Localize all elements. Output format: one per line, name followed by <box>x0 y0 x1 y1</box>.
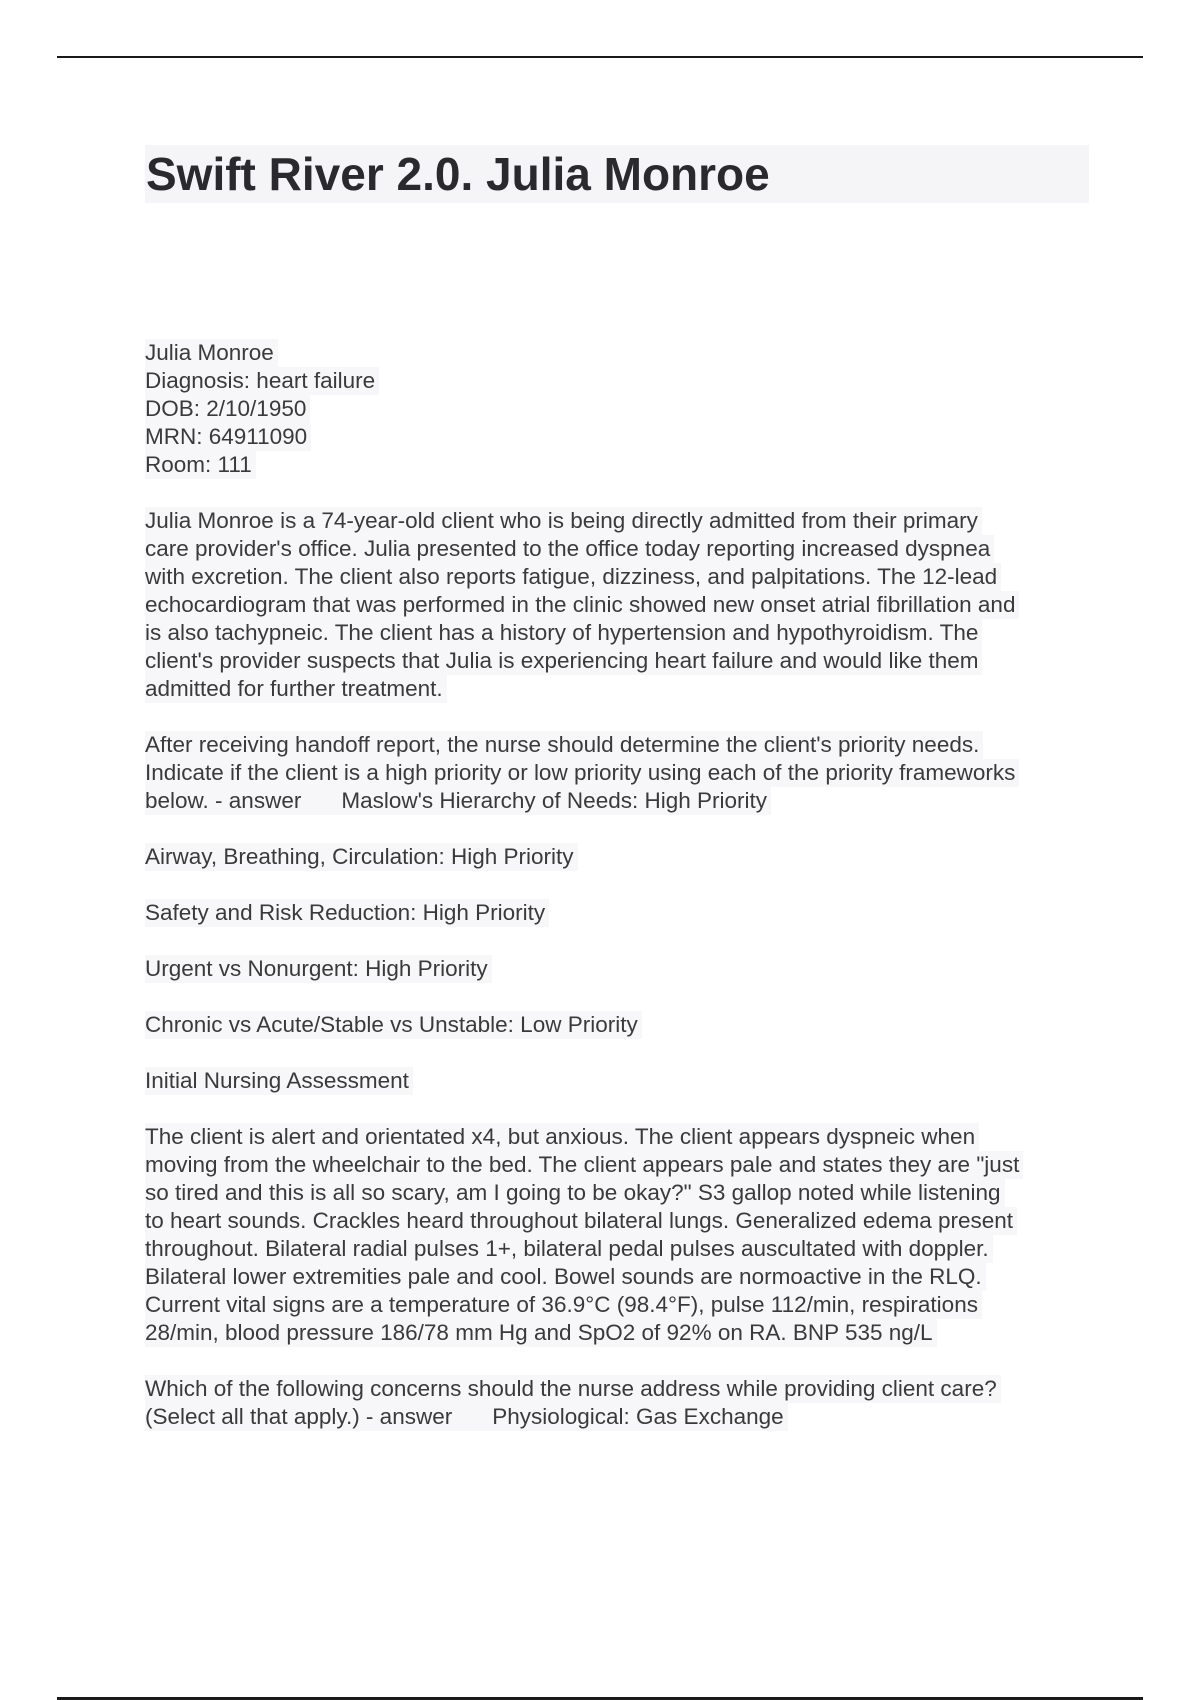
question-2 <box>145 1375 1095 1431</box>
priority-item-text: Chronic vs Acute/Stable vs Unstable: Low Priority <box>145 1011 642 1039</box>
question-1-answer-line <box>145 787 771 815</box>
question-2-prefix: (Select all that apply.) - answer <box>145 1404 453 1429</box>
page-title: Swift River 2.0. Julia Monroe <box>145 145 1089 203</box>
priority-item-text: Urgent vs Nonurgent: High Priority <box>145 955 492 983</box>
assessment-line: 28/min, blood pressure 186/78 mm Hg and SpO2 of 92% on RA. BNP 535 ng/L <box>145 1319 937 1347</box>
scenario-line: echocardiogram that was performed in the clinic showed new onset atrial fibrillation and <box>145 591 1019 619</box>
assessment-line: so tired and this is all so scary, am I going to be okay?" S3 gallop noted while listening <box>145 1179 1005 1207</box>
scenario-line: with excretion. The client also reports fatigue, dizziness, and palpitations. The 12-lead <box>145 563 1001 591</box>
patient-room: Room: 111 <box>145 451 256 479</box>
priority-item-text: Airway, Breathing, Circulation: High Priority <box>145 843 578 871</box>
priority-item <box>145 1011 1095 1039</box>
priority-item <box>145 843 1095 871</box>
assessment-line: throughout. Bilateral radial pulses 1+, bilateral pedal pulses auscultated with doppler. <box>145 1235 993 1263</box>
priority-item <box>145 955 1095 983</box>
assessment-paragraph <box>145 1123 1095 1347</box>
document-body <box>145 339 1095 1459</box>
top-rule <box>57 56 1143 58</box>
question-2-answer-line <box>145 1403 788 1431</box>
question-1 <box>145 731 1095 815</box>
scenario-line: client's provider suspects that Julia is experiencing heart failure and would like them <box>145 647 982 675</box>
scenario-line: admitted for further treatment. <box>145 675 447 703</box>
patient-mrn: MRN: 64911090 <box>145 423 311 451</box>
scenario-paragraph <box>145 507 1095 703</box>
priority-item-text: Safety and Risk Reduction: High Priority <box>145 899 549 927</box>
assessment-line: to heart sounds. Crackles heard throughout bilateral lungs. Generalized edema present <box>145 1207 1017 1235</box>
priority-item <box>145 899 1095 927</box>
scenario-line: Julia Monroe is a 74-year-old client who is being directly admitted from their primary <box>145 507 982 535</box>
assessment-line: The client is alert and orientated x4, but anxious. The client appears dyspneic when <box>145 1123 979 1151</box>
scenario-line: care provider's office. Julia presented to the office today reporting increased dyspnea <box>145 535 994 563</box>
question-2-answer: Physiological: Gas Exchange <box>492 1404 784 1429</box>
question-1-line: Indicate if the client is a high priority or low priority using each of the priority frameworks <box>145 759 1019 787</box>
question-1-line: After receiving handoff report, the nurse should determine the client's priority needs. <box>145 731 983 759</box>
question-1-answer: Maslow's Hierarchy of Needs: High Priority <box>341 788 768 813</box>
assessment-line: moving from the wheelchair to the bed. The client appears pale and states they are "just <box>145 1151 1023 1179</box>
patient-dob: DOB: 2/10/1950 <box>145 395 310 423</box>
assessment-line: Bilateral lower extremities pale and cool. Bowel sounds are normoactive in the RLQ. <box>145 1263 986 1291</box>
assessment-heading-block <box>145 1067 1095 1095</box>
scenario-line: is also tachypneic. The client has a history of hypertension and hypothyroidism. The <box>145 619 982 647</box>
question-1-prefix: below. - answer <box>145 788 302 813</box>
question-2-line: Which of the following concerns should the nurse address while providing client care? <box>145 1375 1001 1403</box>
patient-diagnosis: Diagnosis: heart failure <box>145 367 379 395</box>
assessment-heading: Initial Nursing Assessment <box>145 1067 413 1095</box>
patient-info <box>145 339 1095 479</box>
patient-name: Julia Monroe <box>145 339 278 367</box>
assessment-line: Current vital signs are a temperature of 36.9°C (98.4°F), pulse 112/min, respirations <box>145 1291 982 1319</box>
